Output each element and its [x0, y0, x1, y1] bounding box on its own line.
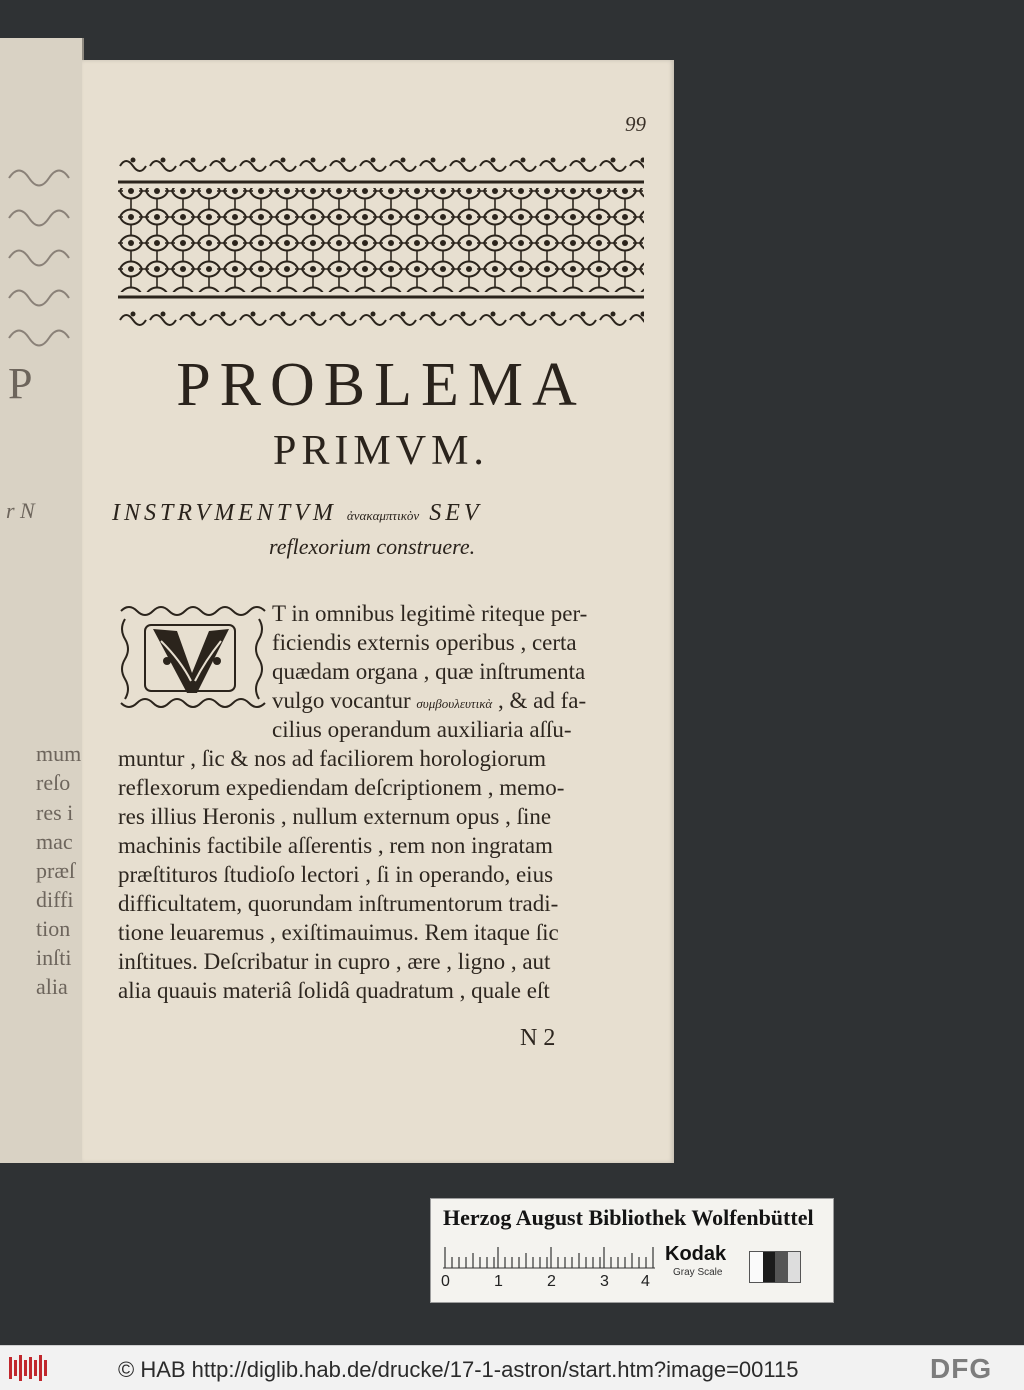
body-line: cilius operandum auxiliaria aſſu- [272, 717, 572, 742]
problem-statement-line-1 [112, 500, 483, 527]
facing-page-fragment: r N [6, 498, 35, 523]
body-line: quædam organa , quæ inſtrumenta [272, 659, 586, 684]
body-line-greek: συμβουλευτικὰ [416, 696, 493, 711]
facing-page-fragment: mac [36, 829, 73, 854]
facing-page-fragment: alia [36, 974, 68, 999]
facing-page-fragment: reſo [36, 770, 71, 795]
copyright-url[interactable]: © HAB http://diglib.hab.de/drucke/17-1-astron/start.htm?image=00115 [118, 1357, 799, 1382]
library-color-card [430, 1198, 834, 1303]
facing-page-fragment: diffi [36, 887, 74, 912]
body-line: muntur , ſic & nos ad faciliorem horologiorum [118, 746, 546, 771]
facing-page-fragment: res i [36, 800, 74, 825]
gray-scale-patch-icon [749, 1251, 801, 1283]
body-line: ficiendis externis operibus , certa [272, 630, 577, 655]
facing-page-fragment: mum [36, 741, 82, 766]
viewer-footer [0, 1345, 1024, 1390]
ruler-number: 4 [641, 1273, 650, 1290]
body-line: difficultatem, quorundam inſtrumentorum tradi- [118, 891, 559, 916]
hab-logo-icon [8, 1354, 48, 1382]
headpiece-ornament-icon [118, 152, 644, 332]
scale-ruler-icon [443, 1241, 655, 1269]
body-line-end: , & ad fa- [492, 688, 587, 713]
problem-statement-line-2: reflexorium construere. [269, 534, 476, 559]
problem-title: PROBLEMA [176, 351, 586, 419]
library-name: Herzog August Bibliothek Wolfenbüttel [443, 1205, 814, 1230]
ruler-number: 0 [441, 1273, 450, 1290]
body-line: res illius Heronis , nullum externum opus , ſine [118, 804, 552, 829]
statement-greek: ἀνακαμπτικὸν [346, 508, 420, 523]
kodak-brand: Kodak [665, 1243, 727, 1265]
facing-page-fragment: inſti [36, 945, 72, 970]
body-line: reflexorum expediendam deſcriptionem , memo- [118, 775, 565, 800]
book-page [82, 60, 674, 1163]
statement-latin: INSTRVMENTVM [112, 500, 337, 526]
facing-page-ornament [4, 158, 74, 358]
body-line [272, 688, 586, 714]
facing-page-fragment: præſ [36, 858, 76, 883]
facing-page-fragment: tion [36, 916, 71, 941]
ruler-number: 2 [547, 1273, 556, 1290]
problem-subtitle-number: PRIMVM. [273, 428, 489, 474]
ruler-number: 3 [600, 1273, 609, 1290]
body-line: alia quauis materiâ ſolidâ quadratum , quale eſt [118, 978, 550, 1003]
body-line: inſtitues. Deſcribatur in cupro , ære , ligno , aut [118, 949, 551, 974]
body-line: machinis factibile aſſerentis , rem non ingratam [118, 833, 553, 858]
facing-page-fragment: P [8, 359, 33, 408]
decorated-initial-v-icon [117, 601, 267, 713]
body-line: T in omnibus legitimè riteque per- [272, 601, 588, 626]
statement-end: SEV [429, 500, 483, 526]
body-line: tione leuaremus , exiſtimauimus. Rem itaque ſic [118, 920, 559, 945]
body-line: præſtituros ſtudioſo lectori , ſi in operando, eius [118, 862, 554, 887]
facing-page-edge [0, 38, 84, 1163]
catchword-signature: N 2 [520, 1025, 556, 1051]
page-number: 99 [625, 112, 646, 136]
dfg-logo: DFG [930, 1353, 993, 1384]
kodak-gray-scale: Gray Scale [673, 1267, 723, 1278]
body-line-start: vulgo vocantur [272, 688, 417, 713]
ruler-number: 1 [494, 1273, 503, 1290]
